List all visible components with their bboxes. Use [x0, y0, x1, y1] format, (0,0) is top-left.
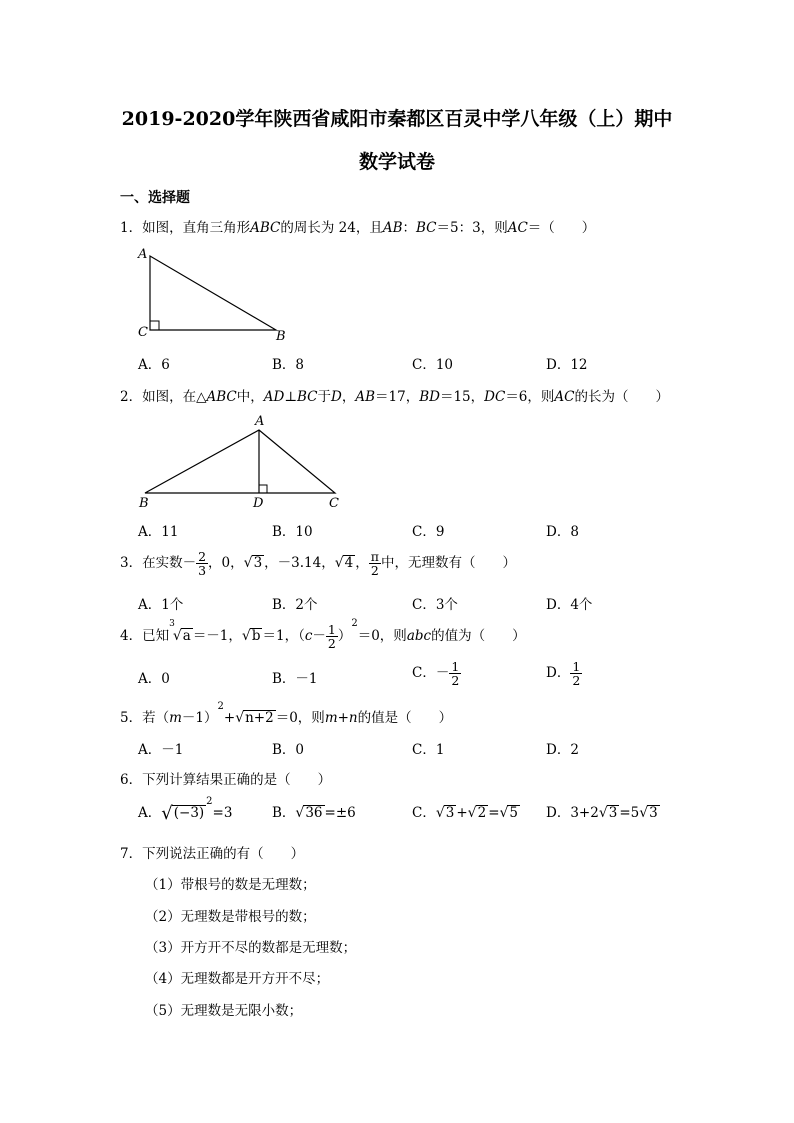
q6-option-d: D．3+2√3 =5√3: [546, 805, 658, 821]
q3-option-b: B．2个: [272, 597, 318, 613]
q2-option-d: D．8: [546, 524, 579, 540]
q2-label-a: A: [255, 414, 265, 429]
question-1-figure: [130, 240, 300, 350]
q6-option-a: A．$√(-3)^2=3$: [138, 796, 233, 824]
q3-sqrt-3: 3: [253, 555, 263, 572]
q5-option-d: D．2: [546, 742, 579, 758]
exam-title-line1: 2019-2020学年陕西省咸阳市秦都区百灵中学八年级（上）期中: [121, 108, 673, 130]
question-6-stem: 6．下列计算结果正确的是（ ）: [120, 772, 332, 788]
q4-option-a: A．0: [138, 671, 170, 687]
q3-sqrt-4: 4: [344, 555, 354, 572]
q4-fraction-1-2: $\frac{1}{2}$: [327, 622, 336, 652]
section-heading: 一、选择题: [120, 190, 190, 206]
q4-option-c: C．－ $\frac{1}{2}$: [412, 659, 460, 689]
q6-option-b: B．√36 =±6: [272, 805, 356, 821]
question-2-figure: [130, 410, 360, 515]
q7-statement-1: （1）带根号的数是无理数；: [145, 877, 316, 893]
question-3-stem: 3．在实数－ $\frac{2}{3}$ ，0，√3 ，－3.14，√4 ， $\frac{\pi}{2}$ 中，无理数有（ ）: [120, 549, 516, 579]
q6-option-c: C．√3 +√2 =√5: [412, 805, 519, 821]
question-4-stem: 4．已知$^3$√a ＝－1，√b ＝1，（c－ $\frac{1}{2}$ ）$^2$＝0，则abc的值为（ ）: [120, 618, 526, 652]
q3-option-a: A．1个: [138, 597, 184, 613]
q1-option-d: D．12: [546, 357, 588, 373]
q7-statement-4: （4）无理数都是开方开不尽；: [145, 971, 330, 987]
q3-option-d: D．4个: [546, 597, 593, 613]
q2-option-c: C．9: [412, 524, 445, 540]
question-2-stem: 2．如图，在△ABC中，AD⊥BC于D，AB＝17，BD＝15，DC＝6，则AC的长为（ ）: [120, 389, 669, 405]
q2-option-b: B．10: [272, 524, 313, 540]
q1-label-a: A: [138, 247, 148, 262]
q3-option-c: C．3个: [412, 597, 458, 613]
q7-statement-5: （5）无理数是无限小数；: [145, 1003, 303, 1019]
q1-option-c: C．10: [412, 357, 454, 373]
question-5-stem: 5．若$(m-1)^2+√n+2 =0$，则m+n的值是（ ）: [120, 701, 453, 726]
q2-option-a: A．11: [138, 524, 179, 540]
q3-fraction-2-3: $\frac{2}{3}$: [198, 549, 207, 579]
q5-option-c: C．1: [412, 742, 445, 758]
question-1-stem: 1．如图，直角三角形ABC的周长为 24，且AB：BC＝5：3，则AC＝（ ）: [120, 220, 596, 236]
q2-label-b: B: [139, 496, 149, 511]
q4-option-d: D． $\frac{1}{2}$: [546, 659, 581, 689]
q3-fraction-pi-2: $\frac{\pi}{2}$: [370, 549, 379, 579]
q5-option-b: B．0: [272, 742, 305, 758]
q2-label-d: D: [253, 496, 264, 511]
q4-sqrt-b: b: [251, 628, 261, 645]
q7-statement-2: （2）无理数是带根号的数；: [145, 909, 316, 925]
q2-label-c: C: [329, 496, 339, 511]
q1-option-a: A．6: [138, 357, 170, 373]
q1-label-b: B: [276, 329, 286, 344]
q1-label-c: C: [138, 325, 148, 340]
q7-statement-3: （3）开方开不尽的数都是无理数；: [145, 940, 357, 956]
question-7-stem: 7．下列说法正确的有（ ）: [120, 846, 305, 862]
q5-option-a: A．－1: [138, 742, 184, 758]
q4-cbrt-a: a: [182, 628, 191, 645]
exam-title-line2: 数学试卷: [358, 151, 435, 173]
q4-option-b: B．－1: [272, 671, 318, 687]
q5-sqrt-n-plus-2: n+2: [245, 710, 274, 726]
q1-option-b: B．8: [272, 357, 305, 373]
